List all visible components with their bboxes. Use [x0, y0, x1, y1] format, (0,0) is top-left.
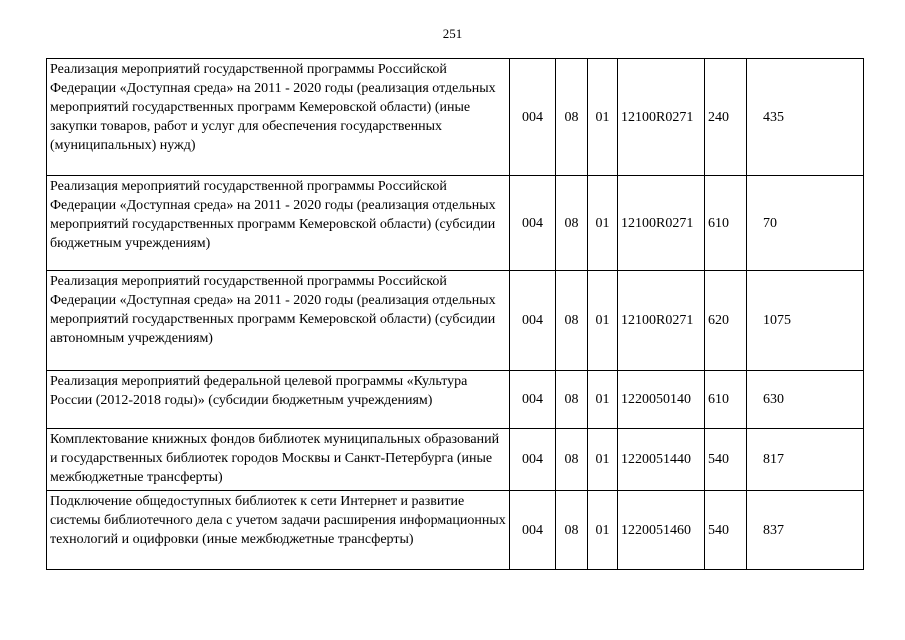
expense-type-code: 610	[705, 371, 747, 429]
row-description: Подключение общедоступных библиотек к сети Интернет и развитие системы библиотечного дела с учетом задачи расширения информационных технологий и оцифровки (иные межбюджетные трансферты)	[47, 491, 510, 570]
section-code: 08	[556, 371, 588, 429]
table-row	[47, 371, 864, 429]
section-code: 08	[556, 429, 588, 491]
expense-type-code: 540	[705, 429, 747, 491]
subsection-code: 01	[588, 271, 618, 371]
table-row	[47, 491, 864, 570]
expense-type-code: 620	[705, 271, 747, 371]
amount: 817	[747, 429, 864, 491]
section-code: 08	[556, 59, 588, 176]
table-row	[47, 429, 864, 491]
subsection-code: 01	[588, 59, 618, 176]
target-article-code: 12100R0271	[618, 176, 705, 271]
section-code: 08	[556, 176, 588, 271]
row-description: Реализация мероприятий государственной программы Российской Федерации «Доступная среда» на 2011 - 2020 годы (реализация отдельных мероприятий государственных программ Кемеровской области) (субсидии автономным учреждениям)	[47, 271, 510, 371]
ministry-code: 004	[510, 59, 556, 176]
target-article-code: 1220051460	[618, 491, 705, 570]
subsection-code: 01	[588, 429, 618, 491]
subsection-code: 01	[588, 176, 618, 271]
ministry-code: 004	[510, 176, 556, 271]
amount: 837	[747, 491, 864, 570]
section-code: 08	[556, 271, 588, 371]
subsection-code: 01	[588, 371, 618, 429]
ministry-code: 004	[510, 429, 556, 491]
ministry-code: 004	[510, 271, 556, 371]
page-number: 251	[442, 26, 463, 41]
expense-type-code: 540	[705, 491, 747, 570]
expense-type-code: 610	[705, 176, 747, 271]
subsection-code: 01	[588, 491, 618, 570]
amount: 1075	[747, 271, 864, 371]
row-description: Реализация мероприятий федеральной целевой программы «Культура России (2012-2018 годы)» (субсидии бюджетным учреждениям)	[47, 371, 510, 429]
target-article-code: 1220050140	[618, 371, 705, 429]
ministry-code: 004	[510, 371, 556, 429]
target-article-code: 12100R0271	[618, 59, 705, 176]
target-article-code: 12100R0271	[618, 271, 705, 371]
row-description: Реализация мероприятий государственной программы Российской Федерации «Доступная среда» на 2011 - 2020 годы (реализация отдельных мероприятий государственных программ Кемеровской области) (иные закупки товаров, работ и услуг для обеспечения государственных (муниципальных) нужд)	[47, 59, 510, 176]
ministry-code: 004	[510, 491, 556, 570]
amount: 630	[747, 371, 864, 429]
target-article-code: 1220051440	[618, 429, 705, 491]
row-description: Комплектование книжных фондов библиотек муниципальных образований и государственных библиотек городов Москвы и Санкт-Петербурга (иные межбюджетные трансферты)	[47, 429, 510, 491]
expense-type-code: 240	[705, 59, 747, 176]
table-row	[47, 271, 864, 371]
row-description: Реализация мероприятий государственной программы Российской Федерации «Доступная среда» на 2011 - 2020 годы (реализация отдельных мероприятий государственных программ Кемеровской области) (субсидии бюджетным учреждениям)	[47, 176, 510, 271]
table-row	[47, 176, 864, 271]
amount: 435	[747, 59, 864, 176]
budget-table	[46, 58, 864, 570]
table-row	[47, 59, 864, 176]
amount: 70	[747, 176, 864, 271]
section-code: 08	[556, 491, 588, 570]
